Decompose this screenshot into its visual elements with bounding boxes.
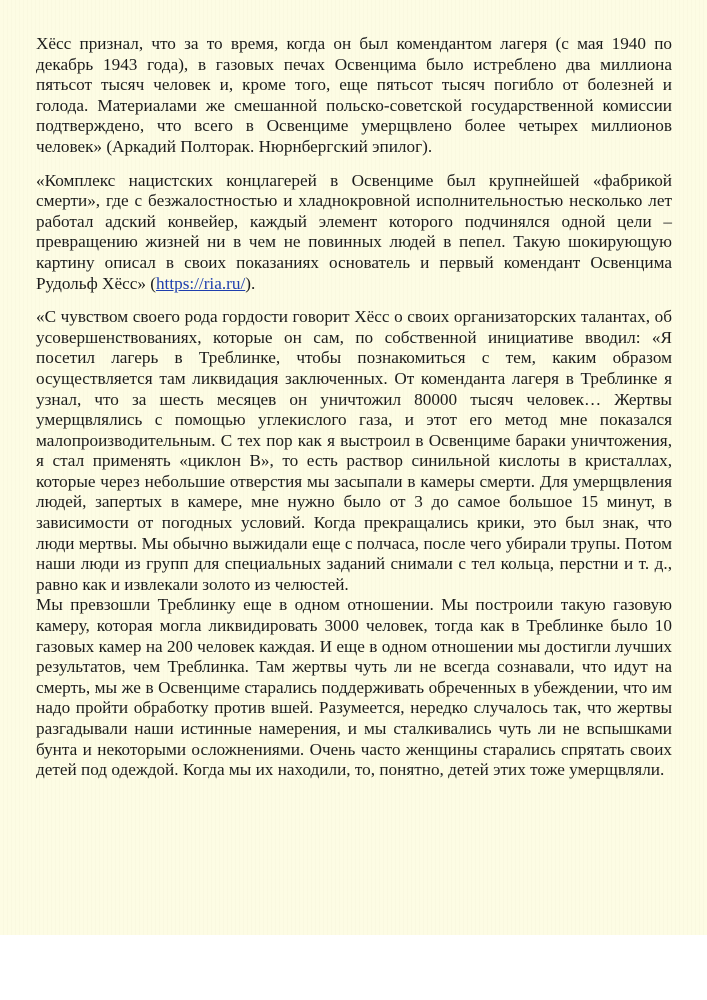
source-link[interactable]: https://ria.ru/ xyxy=(155,273,246,293)
paragraph-text: «Комплекс нацистских концлагерей в Освенциме был крупнейшей «фабрикой смерти», где с безжалостностью и хладнокровной исполнительностью несколько лет работал адский конвейер, каждый элемент которого подчинялся одной цели – превращению жизней ни в чем не повинных людей в пепел. Такую шокирующую картину описал в своих показаниях основатель и первый комендант Освенцима Рудольф Хёсс» ( xyxy=(36,170,672,293)
document-body xyxy=(36,34,672,781)
paragraph-death-factory xyxy=(36,171,672,295)
paragraph-text-tail: ). xyxy=(245,273,256,293)
paragraph-treblinka-visit: «С чувством своего рода гордости говорит Хёсс о своих организаторских талантах, об усовершенствованиях, которые он сам, по собственной инициативе вводил: «Я посетил лагерь в Треблинке, чтобы познакомиться с тем, каким образом осуществляется там ликвидация заключенных. От коменданта лагеря в Треблинке я узнал, что за шесть месяцев он уничтожил 80000 тысяч человек… Жертвы умерщвлялись с помощью углекислого газа, и этот его метод мне показался малопроизводительным. С тех пор как я выстроил в Освенциме бараки уничтожения, я стал применять «циклон В», то есть раствор синильной кислоты в кристаллах, которые через небольшие отверстия мы засыпали в камеры смерти. Для умерщвления людей, запертых в камере, мне нужно было от 3 до самое большое 15 минут, в зависимости от погодных условий. Когда прекращались крики, это был знак, что люди мертвы. Мы обычно выжидали еще с полчаса, после чего убирали трупы. Потом наши люди из групп для специальных заданий снимали с тел кольца, перстни и т. д., равно как и извлекали золото из челюстей. xyxy=(36,307,672,594)
paragraph-surpassed-treblinka: Мы превзошли Треблинку еще в одном отношении. Мы построили такую газовую камеру, которая могла ликвидировать 3000 человек, тогда как в Треблинке было 10 газовых камер на 200 человек каждая. И еще в одном отношении мы достигли лучших результатов, чем Треблинка. Там жертвы чуть ли не всегда сознавали, что идут на смерть, мы же в Освенциме старались поддерживать обреченных в убеждении, что им надо пройти обработку против вшей. Разумеется, нередко случалось так, что жертвы разгадывали наши истинные намерения, и мы сталкивались чуть ли не вспышками бунта и некоторыми осложнениями. Очень часто женщины старались спрятать своих детей под одеждой. Когда мы их находили, то, понятно, детей этих тоже умерщвляли. xyxy=(36,595,672,780)
paragraph-hoess-admission: Хёсс признал, что за то время, когда он был комендантом лагеря (с мая 1940 по декабрь 1943 года), в газовых печах Освенцима было истреблено два миллиона пятьсот тысяч человек и, кроме того, еще пятьсот тысяч погибло от болезней и голода. Материалами же смешанной польско-советской государственной комиссии подтверждено, что всего в Освенциме умерщвлено более четырех миллионов человек» (Аркадий Полторак. Нюрнбергский эпилог). xyxy=(36,34,672,156)
